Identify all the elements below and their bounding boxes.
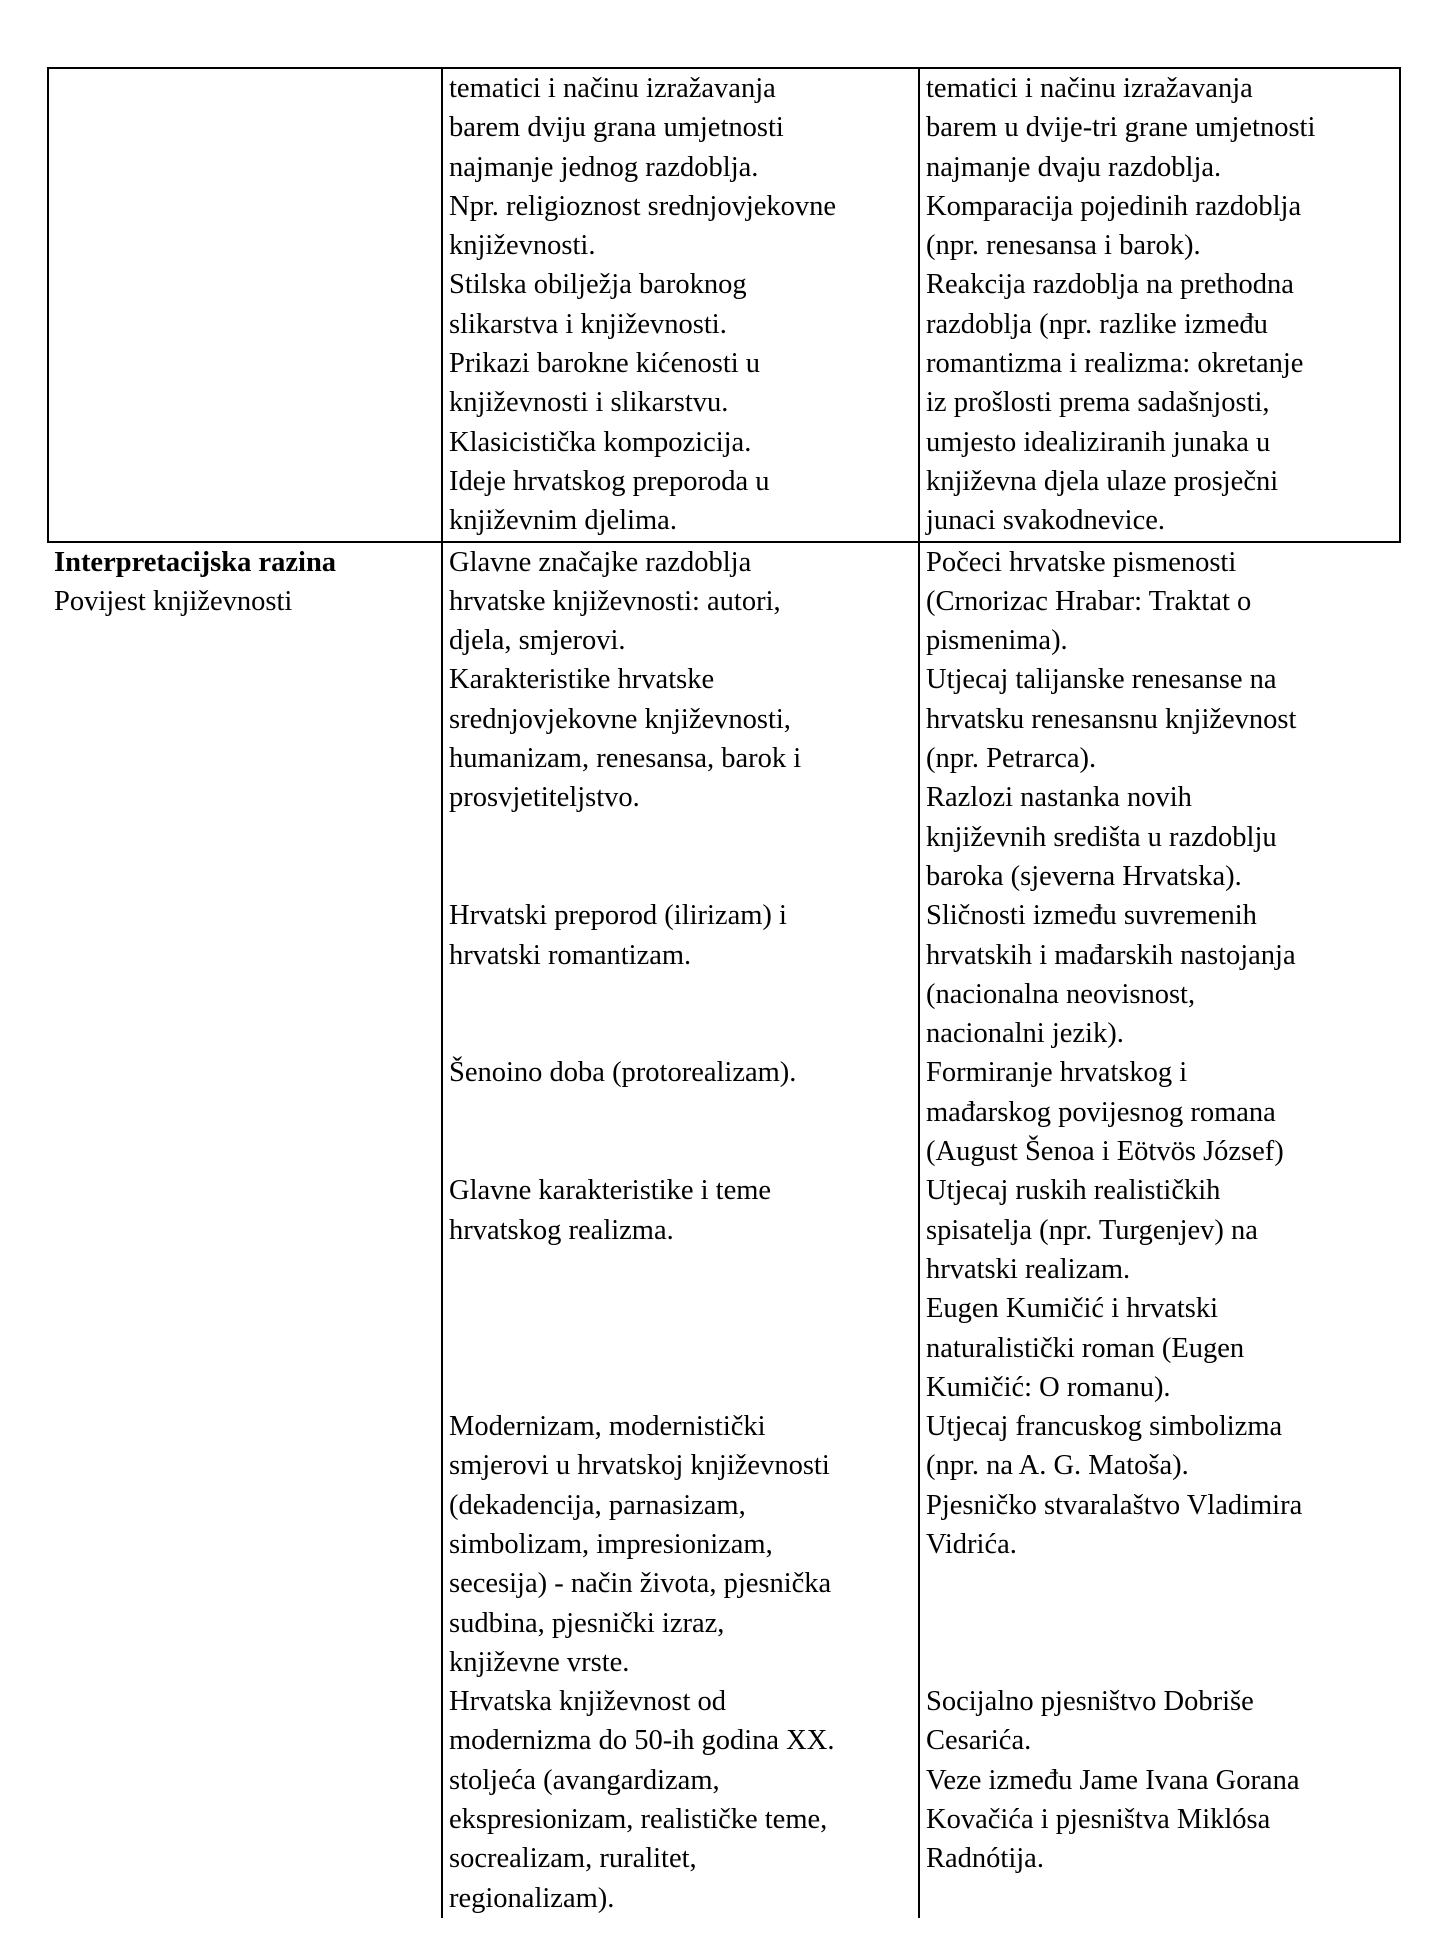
text-line xyxy=(449,1014,912,1053)
text-line: tematici i načinu izražavanja xyxy=(449,73,776,104)
text-line: književnih središta u razdoblju xyxy=(926,821,1277,853)
text-line: Hrvatska književnost od xyxy=(449,1686,727,1718)
text-line: književna djela ulaze prosječni xyxy=(926,465,1279,497)
text-line xyxy=(449,1093,912,1132)
text-line: djela, smjerovi. xyxy=(449,625,626,657)
text-block xyxy=(449,1171,912,1407)
text-line xyxy=(449,857,912,896)
text-line: tematici i načinu izražavanja xyxy=(926,73,1253,104)
text-line: prosvjetiteljstvo. xyxy=(449,782,640,814)
text-line: Počeci hrvatske pismenosti xyxy=(926,546,1237,578)
text-line: smjerovi u hrvatskoj književnosti xyxy=(449,1450,830,1482)
level-subheading: Povijest književnosti xyxy=(54,585,293,617)
text-line: najmanje jednog razdoblja. xyxy=(449,151,759,183)
text-block xyxy=(449,896,912,1053)
text-line: socrealizam, ruralitet, xyxy=(449,1843,697,1875)
text-line: Razlozi nastanka novih xyxy=(926,782,1192,814)
table-cell-examples xyxy=(919,68,1400,542)
text-line xyxy=(449,1132,912,1171)
text-line: Eugen Kumičić i hrvatski xyxy=(926,1293,1219,1325)
text-line: barem dviju grana umjetnosti xyxy=(449,112,784,144)
text-block xyxy=(926,1407,1394,1682)
text-line: mađarskog povijesnog romana xyxy=(926,1096,1276,1128)
text-line xyxy=(926,1643,1394,1682)
text-line: Formiranje hrvatskog i xyxy=(926,1057,1188,1089)
text-block xyxy=(926,896,1394,1053)
text-line: (npr. renesansa i barok). xyxy=(926,230,1201,262)
text-line: Kovačića i pjesništva Miklósa xyxy=(926,1804,1271,1836)
text-line: umjesto idealiziranih junaka u xyxy=(926,426,1271,458)
text-line: pismenima). xyxy=(926,625,1068,657)
text-line: (npr. na A. G. Matoša). xyxy=(926,1450,1189,1482)
text-line: Utjecaj francuskog simbolizma xyxy=(926,1411,1283,1443)
text-line: Utjecaj ruskih realističkih xyxy=(926,1175,1221,1207)
text-line: humanizam, renesansa, barok i xyxy=(449,743,802,775)
text-line: Ideje hrvatskog preporoda u xyxy=(449,465,770,497)
text-line: književnim djelima. xyxy=(449,505,677,537)
text-line xyxy=(449,975,912,1014)
text-line: Komparacija pojedinih razdoblja xyxy=(926,190,1302,222)
level-heading: Interpretacijska razina xyxy=(54,546,337,578)
text-block xyxy=(449,1053,912,1171)
text-line: Npr. religioznost srednjovjekovne xyxy=(449,190,837,222)
text-line: spisatelja (npr. Turgenjev) na xyxy=(926,1214,1258,1246)
text-line: nacionalni jezik). xyxy=(926,1018,1124,1050)
text-block xyxy=(449,69,912,541)
text-line: Reakcija razdoblja na prethodna xyxy=(926,269,1294,301)
text-line: simbolizam, impresionizam, xyxy=(449,1528,773,1560)
text-block xyxy=(926,543,1394,897)
text-block xyxy=(449,543,912,897)
text-line: hrvatski realizam. xyxy=(926,1253,1131,1285)
text-line: (August Šenoa i Eötvös József) xyxy=(926,1136,1284,1168)
text-line xyxy=(449,1289,912,1328)
text-block xyxy=(449,1407,912,1682)
text-line: (nacionalna neovisnost, xyxy=(926,978,1196,1010)
text-line: stoljeća (avangardizam, xyxy=(449,1764,720,1796)
text-line: (dekadencija, parnasizam, xyxy=(449,1489,746,1521)
text-line: secesija) - način života, pjesnička xyxy=(449,1568,832,1600)
table-cell-examples xyxy=(919,542,1400,1918)
text-line: junaci svakodnevice. xyxy=(926,505,1165,537)
text-line: najmanje dvaju razdoblja. xyxy=(926,151,1222,183)
text-line: Radnótija. xyxy=(926,1843,1044,1875)
text-line: razdoblja (npr. razlike između xyxy=(926,308,1268,340)
text-line: hrvatsku renesansnu književnost xyxy=(926,703,1297,735)
text-line: Klasicistička kompozicija. xyxy=(449,426,752,458)
text-line: Sličnosti između suvremenih xyxy=(926,900,1257,932)
text-line xyxy=(449,1329,912,1368)
text-line: srednjovjekovne književnosti, xyxy=(449,703,791,735)
text-line: hrvatske književnosti: autori, xyxy=(449,585,781,617)
text-line: književne vrste. xyxy=(449,1646,630,1678)
text-line: Glavne značajke razdoblja xyxy=(449,546,752,578)
text-line: (Crnorizac Hrabar: Traktat o xyxy=(926,585,1252,617)
text-block xyxy=(926,1682,1394,1878)
table-row xyxy=(48,542,1400,1918)
text-line: Utjecaj talijanske renesanse na xyxy=(926,664,1277,696)
text-line xyxy=(926,1564,1394,1603)
text-line: sudbina, pjesnički izraz, xyxy=(449,1607,725,1639)
text-line: Vidrića. xyxy=(926,1528,1017,1560)
text-line: (npr. Petrarca). xyxy=(926,743,1097,775)
table-cell-content xyxy=(442,68,919,542)
text-line: Karakteristike hrvatske xyxy=(449,664,715,696)
text-line: Cesarića. xyxy=(926,1725,1032,1757)
text-line: Veze između Jame Ivana Gorana xyxy=(926,1764,1300,1796)
text-line: književnosti. xyxy=(449,230,596,262)
text-line xyxy=(449,818,912,857)
text-line: naturalistički roman (Eugen xyxy=(926,1332,1245,1364)
text-line: hrvatski romantizam. xyxy=(449,939,692,971)
table-cell-level xyxy=(48,542,442,1918)
curriculum-table xyxy=(47,67,1401,1918)
text-line: baroka (sjeverna Hrvatska). xyxy=(926,860,1242,892)
text-line: književnosti i slikarstvu. xyxy=(449,387,729,419)
text-line: Pjesničko stvaralaštvo Vladimira xyxy=(926,1489,1303,1521)
text-line: slikarstva i književnosti. xyxy=(449,308,727,340)
table-cell-content xyxy=(442,542,919,1918)
text-line: Glavne karakteristike i teme xyxy=(449,1175,772,1207)
text-line: Hrvatski preporod (ilirizam) i xyxy=(449,900,787,932)
text-line: Stilska obilježja baroknog xyxy=(449,269,747,301)
text-block xyxy=(926,69,1393,541)
text-line: modernizma do 50-ih godina XX. xyxy=(449,1725,835,1757)
text-line: Kumičić: O romanu). xyxy=(926,1371,1171,1403)
text-line: Prikazi barokne kićenosti u xyxy=(449,348,761,380)
text-line: hrvatskih i mađarskih nastojanja xyxy=(926,939,1296,971)
text-line xyxy=(449,1250,912,1289)
text-block xyxy=(926,1171,1394,1407)
text-line: iz prošlosti prema sadašnjosti, xyxy=(926,387,1270,419)
text-line: Šenoino doba (protorealizam). xyxy=(449,1057,797,1089)
text-line xyxy=(449,1368,912,1407)
text-line: regionalizam). xyxy=(449,1882,615,1914)
text-line: Socijalno pjesništvo Dobriše xyxy=(926,1686,1254,1718)
text-line: Modernizam, modernistički xyxy=(449,1411,766,1443)
text-line: barem u dvije-tri grane umjetnosti xyxy=(926,112,1316,144)
text-block xyxy=(449,1682,912,1918)
text-block xyxy=(926,1053,1394,1171)
text-line: ekspresionizam, realističke teme, xyxy=(449,1804,828,1836)
text-line: romantizma i realizma: okretanje xyxy=(926,348,1304,380)
text-line: hrvatskog realizma. xyxy=(449,1214,674,1246)
table-cell-level xyxy=(48,68,442,542)
table-row xyxy=(48,68,1400,542)
text-line xyxy=(926,1604,1394,1643)
